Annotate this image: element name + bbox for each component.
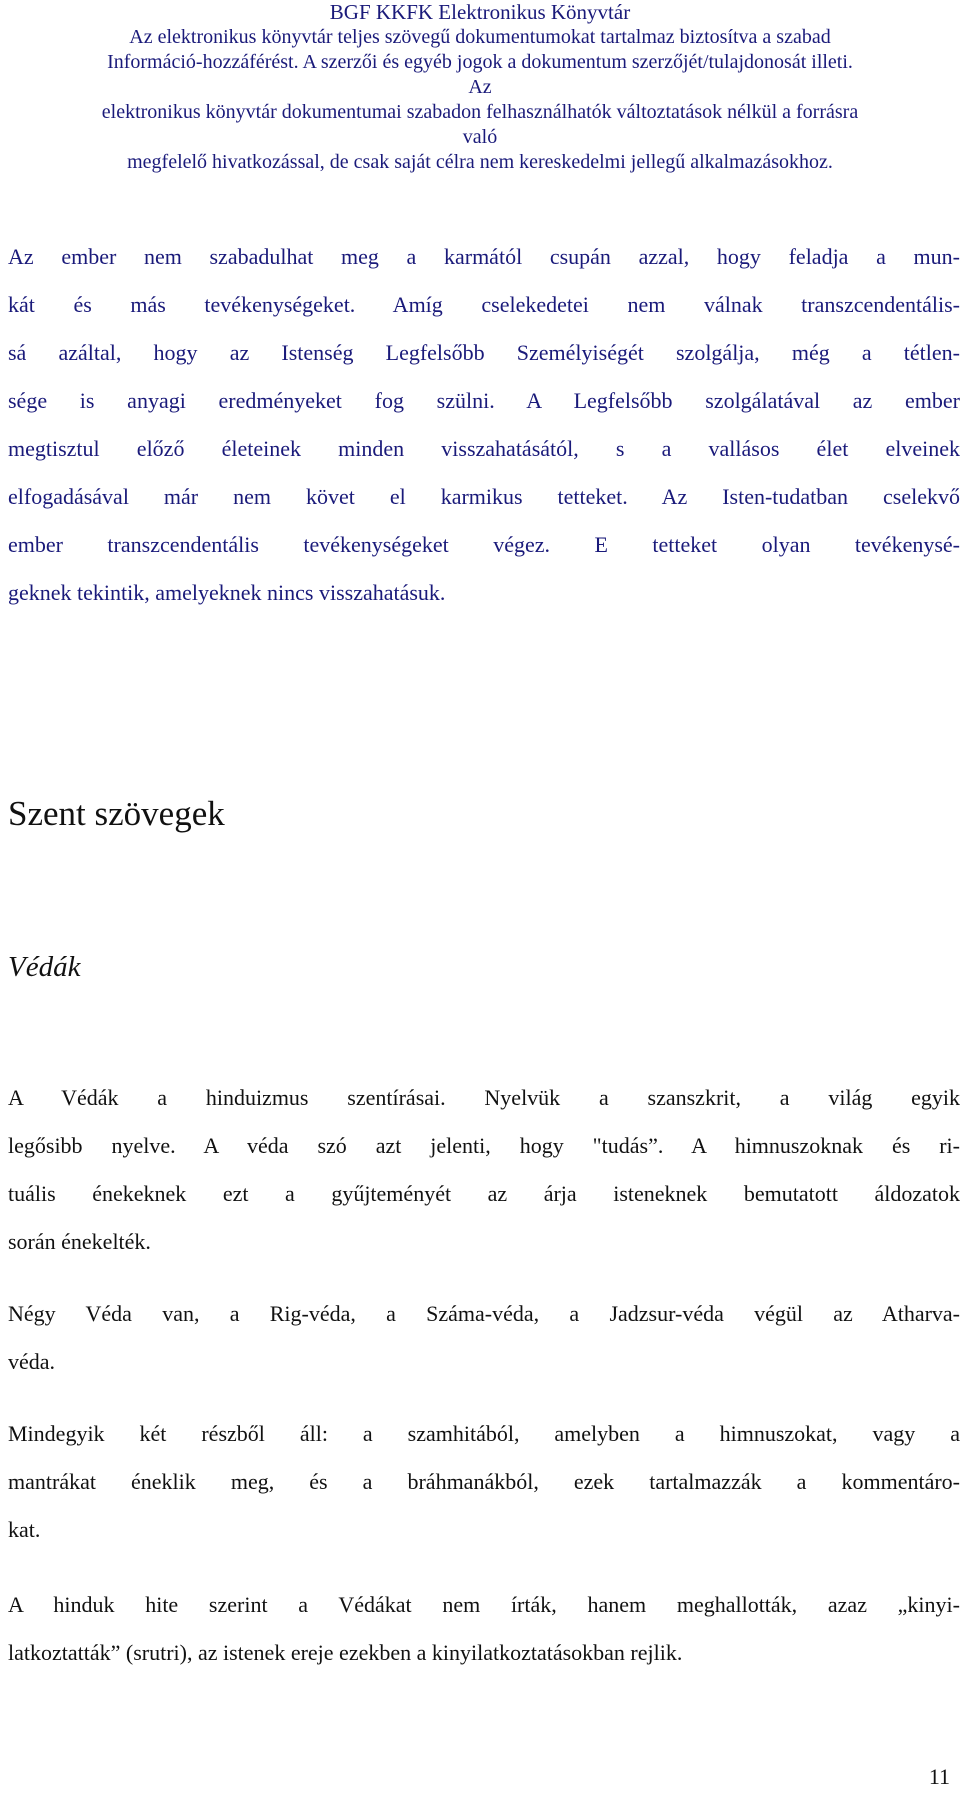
text-line: sége is anyagi eredményeket fog szülni. A Legfelsőbb szolgálatával az ember (8, 388, 960, 413)
header-line: megfelelő hivatkozással, de csak saját célra nem kereskedelmi jellegű alkalmazásokhoz. (127, 151, 833, 173)
text-line: legősibb nyelve. A véda szó azt jelenti, hogy "tudás”. A himnuszoknak és ri- (8, 1133, 960, 1158)
text-line: Mindegyik két részből áll: a szamhitából, amelyben a himnuszokat, vagy a (8, 1421, 960, 1446)
text-line: megtisztul előző életeinek minden visszahatásától, s a vallásos élet elveinek (8, 436, 960, 461)
header-line: Információ-hozzáférést. A szerzői és egyéb jogok a dokumentum szerzőjét/tulajdonosát illeti. (107, 51, 853, 73)
text-line: kat. (8, 1517, 41, 1542)
text-line: geknek tekintik, amelyeknek nincs visszahatásuk. (8, 580, 446, 605)
header-line: Az (468, 76, 492, 98)
paragraph-two-parts (8, 1410, 960, 1554)
text-line: mantrákat éneklik meg, és a bráhmanákból, ezek tartalmazzák a kommentáro- (8, 1469, 960, 1494)
text-line: elfogadásával már nem követ el karmikus tetteket. Az Isten-tudatban cselekvő (8, 484, 960, 509)
text-line: ember transzcendentális tevékenységeket végez. E tetteket olyan tevékenysé- (8, 532, 960, 557)
paragraph-four-vedas (8, 1290, 960, 1386)
text-line: Négy Véda van, a Rig-véda, a Száma-véda, a Jadzsur-véda végül az Atharva- (8, 1301, 960, 1326)
intro-paragraph (8, 233, 960, 617)
header-line: elektronikus könyvtár dokumentumai szabadon felhasználhatók változtatások nélkül a forrásra (101, 101, 859, 123)
header-line: való (462, 126, 498, 148)
text-line: Az ember nem szabadulhat meg a karmától csupán azzal, hogy feladja a mun- (8, 244, 960, 269)
paragraph-revelation (8, 1581, 960, 1677)
header-line: Az elektronikus könyvtár teljes szövegű dokumentumokat tartalmaz biztosítva a szabad (129, 26, 831, 48)
text-line: során énekelték. (8, 1229, 151, 1254)
paragraph-vedas-intro (8, 1074, 960, 1266)
library-header (0, 0, 960, 175)
text-line: tuális énekeknek ezt a gyűjteményét az árja isteneknek bemutatott áldozatok (8, 1181, 960, 1206)
library-title: BGF KKFK Elektronikus Könyvtár (329, 0, 631, 24)
text-line: kát és más tevékenységeket. Amíg cselekedetei nem válnak transzcendentális- (8, 292, 960, 317)
subsection-heading: Védák (8, 951, 81, 983)
page-number: 11 (928, 1764, 950, 1789)
text-line: A hinduk hite szerint a Védákat nem írták, hanem meghallották, azaz „kinyi- (8, 1592, 960, 1617)
text-line: sá azáltal, hogy az Istenség Legfelsőbb Személyiségét szolgálja, még a tétlen- (8, 340, 960, 365)
text-line: latkoztatták” (srutri), az istenek ereje ezekben a kinyilatkoztatásokban rejlik. (8, 1640, 683, 1665)
section-heading: Szent szövegek (8, 794, 225, 833)
text-line: véda. (8, 1349, 56, 1374)
text-line: A Védák a hinduizmus szentírásai. Nyelvük a szanszkrit, a világ egyik (8, 1085, 960, 1110)
